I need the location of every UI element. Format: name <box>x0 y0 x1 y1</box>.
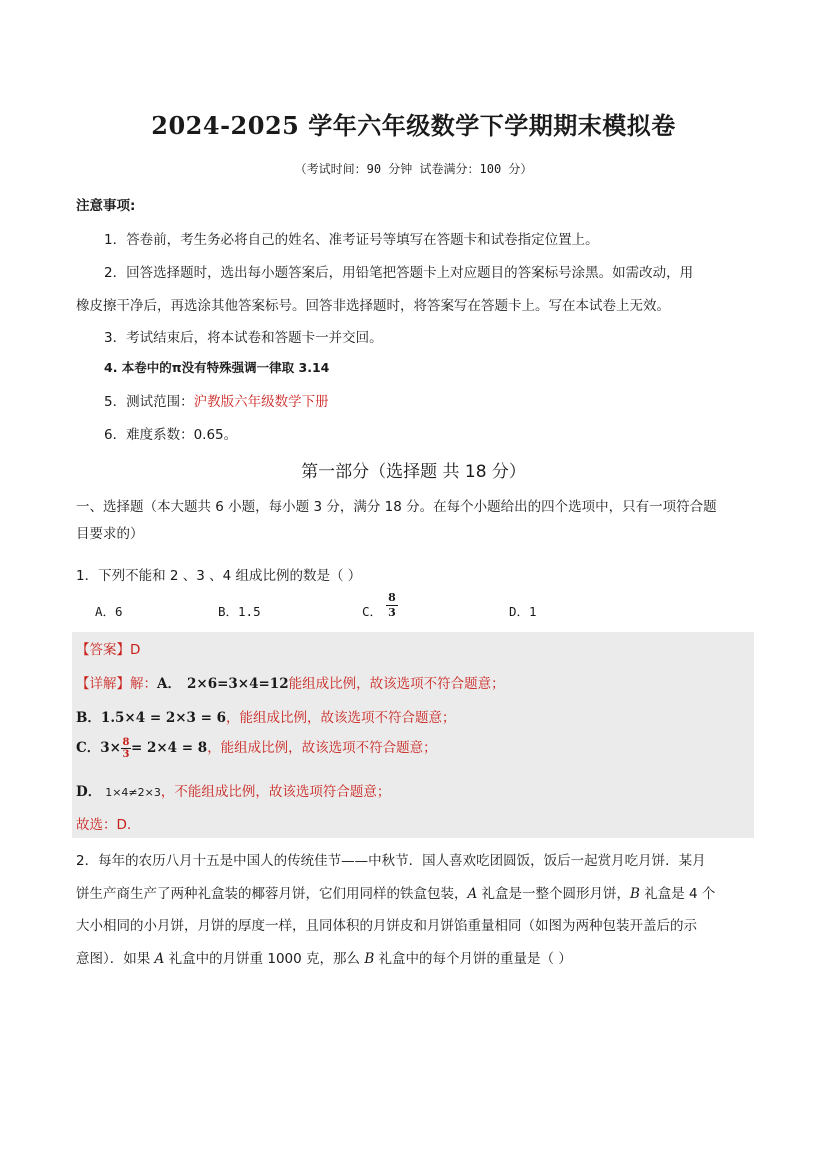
detail-line-c <box>76 736 437 760</box>
notice-item-1: 1．答卷前，考生务必将自己的姓名、准考证号等填写在答题卡和试卷指定位置上。 <box>104 232 599 248</box>
q2-line-4a: 意图）．如果 <box>76 950 155 967</box>
test-scope: 沪教版六年级数学下册 <box>193 394 329 410</box>
q1-option-c-denominator: 3 <box>388 606 396 619</box>
detail-c-math-pre: 3× <box>100 740 121 756</box>
detail-d-label: D． <box>76 784 102 800</box>
detail-c-math-post: = 2×4 = 8 <box>130 740 208 756</box>
q2-box-a: A <box>467 885 478 902</box>
section-intro-line-1: 一、选择题（本大题共 6 小题，每小题 3 分，满分 18 分。在每个小题给出的四个选项中，只有一项符合题 <box>76 499 717 515</box>
detail-line-b <box>76 706 456 726</box>
detail-line-d <box>76 780 390 800</box>
answer-line <box>76 638 140 658</box>
q2-line-4c: 礼盒中的每个月饼的重量是（ ） <box>374 950 572 967</box>
q2-line-1: 2．每年的农历八月十五是中国人的传统佳节——中秋节．国人喜欢吃团圆饭，饭后一起赏月吃月饼．某月 <box>76 853 706 869</box>
detail-c-text: ，能组成比例，故该选项不符合题意； <box>207 740 437 756</box>
detail-line-a <box>76 672 505 692</box>
answer-panel <box>72 632 754 838</box>
notice-item-5 <box>104 390 329 410</box>
notice-item-4: 4. 本卷中的π没有特殊强调一律取 3.14 <box>104 360 330 375</box>
section-intro-line-2: 目要求的） <box>76 526 144 542</box>
detail-c-label: C． <box>76 740 101 756</box>
q2-line-3: 大小相同的小月饼，月饼的厚度一样，且同体积的月饼皮和月饼馅重量相同（如图为两种包装开盖后的示 <box>76 918 697 934</box>
q1-option-c-fraction <box>386 592 398 619</box>
conclusion: 故选：D． <box>76 817 141 833</box>
question-1-stem: 1．下列不能和 2 、3 、4 组成比例的数是（ ） <box>76 568 362 584</box>
detail-a-text: 能组成比例，故该选项不符合题意； <box>288 676 505 692</box>
notice-item-3: 3．考试结束后，将本试卷和答题卡一并交回。 <box>104 330 383 346</box>
q1-option-c-label: C． <box>362 604 383 619</box>
detail-c-denominator: 3 <box>122 748 130 760</box>
q2-line-4b: 礼盒中的月饼重 1000 克，那么 <box>164 950 365 967</box>
q2-line-2c: 礼盒是 4 个 <box>639 885 716 902</box>
detail-b-label: B． <box>76 710 101 726</box>
q2-box-b: B <box>630 885 640 902</box>
q2-line-2 <box>76 878 752 911</box>
q2-box-a-ref: A <box>154 950 165 967</box>
notice-heading: 注意事项: <box>76 198 136 214</box>
detail-c-numerator: 8 <box>122 736 130 748</box>
section-title: 第一部分（选择题 共 18 分） <box>301 462 526 482</box>
notice-item-6: 6．难度系数：0.65。 <box>104 427 238 443</box>
question-2-stem <box>76 845 752 975</box>
detail-prefix: 解： <box>130 676 157 692</box>
q2-box-b-ref: B <box>364 950 375 967</box>
q1-option-a: A．6 <box>95 604 123 619</box>
section-intro <box>76 494 752 548</box>
detail-c-fraction <box>121 737 131 760</box>
q1-option-b: B．1.5 <box>218 604 261 619</box>
detail-b-math: 1.5×4 = 2×3 = 6 <box>100 710 227 726</box>
q1-option-c-numerator: 8 <box>388 591 396 604</box>
detail-label: 【详解】 <box>76 676 130 692</box>
notice-item-5-label: 5．测试范围： <box>104 394 194 410</box>
detail-b-text: ，能组成比例，故该选项不符合题意； <box>226 710 456 726</box>
notice-item-2: 2．回答选择题时，选出每小题答案后，用铅笔把答题卡上对应题目的答案标号涂黑。如需改动，用 <box>104 265 694 281</box>
q2-line-2a: 饼生产商生产了两种礼盒装的椰蓉月饼，它们用同样的铁盒包装， <box>76 885 468 902</box>
notice-item-2-cont: 橡皮擦干净后，再选涂其他答案标号。回答非选择题时，将答案写在答题卡上。写在本试卷上无效。 <box>76 298 670 314</box>
q2-line-2b: 礼盒是一整个圆形月饼， <box>477 885 631 902</box>
detail-a-math: 2×6=3×4=12 <box>186 676 289 692</box>
q1-option-d: D．1 <box>509 604 537 619</box>
page-title: 2024-2025 学年六年级数学下学期期末模拟卷 <box>151 111 676 140</box>
detail-d-math: 1×4≠2×3 <box>105 786 161 799</box>
answer-value: D <box>130 642 141 658</box>
exam-info: （考试时间：90 分钟 试卷满分：100 分） <box>294 162 533 176</box>
q2-line-4 <box>76 943 752 976</box>
answer-label: 【答案】 <box>76 642 130 658</box>
detail-a-label: A． <box>157 676 181 692</box>
detail-d-text: ，不能组成比例，故该选项符合题意； <box>160 784 391 800</box>
